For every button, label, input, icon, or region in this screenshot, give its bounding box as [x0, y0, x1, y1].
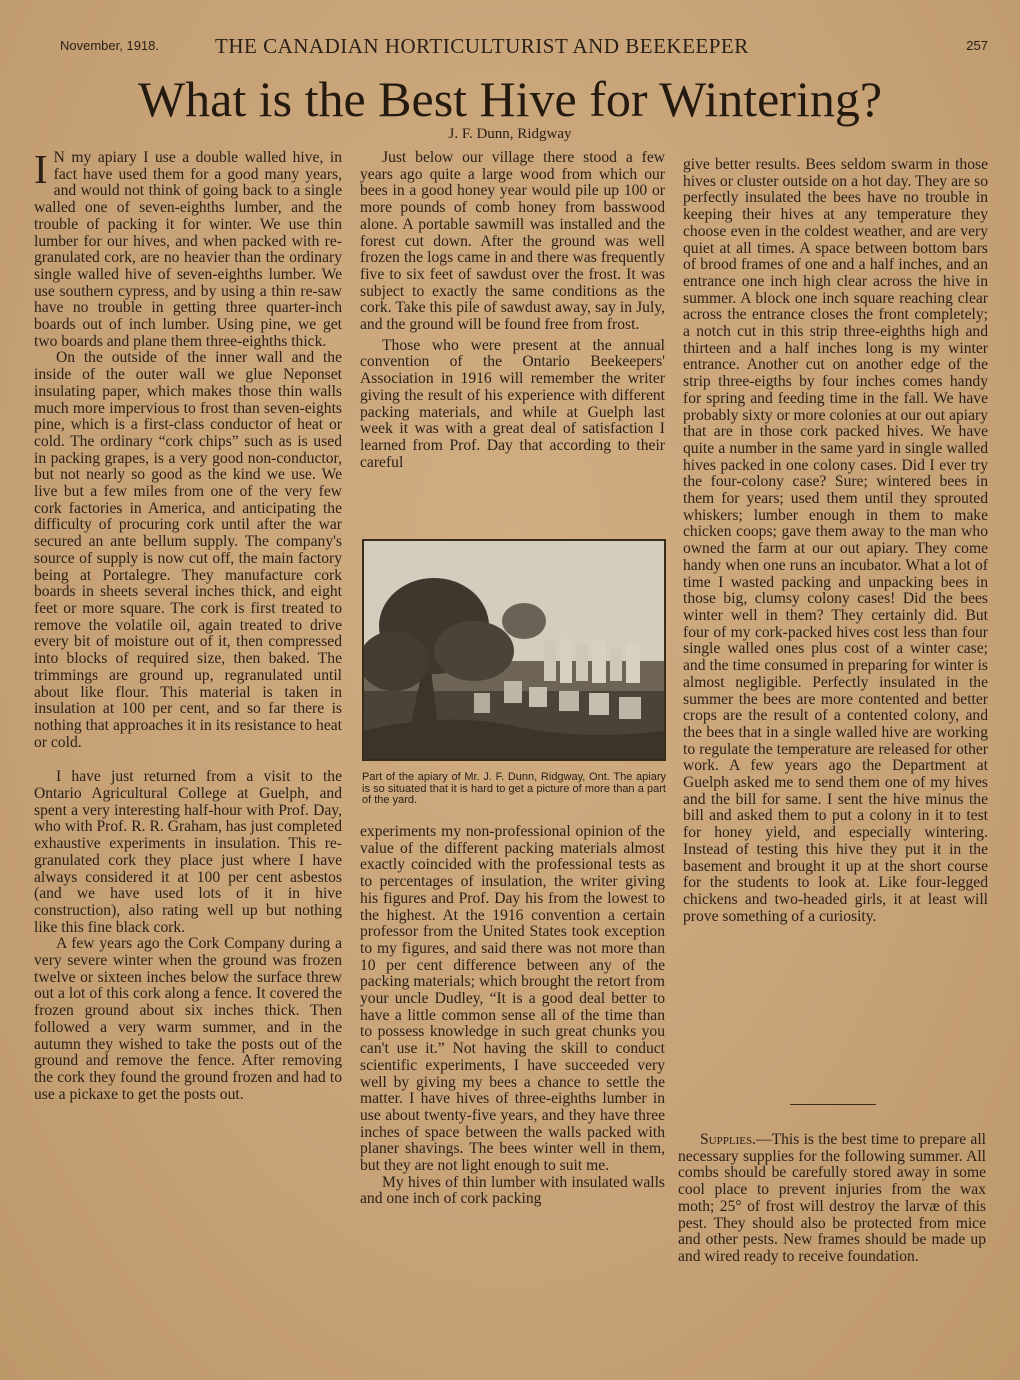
- note-text: —This is the best time to prepare all necessary supplies for the following summer. All combs should be carefully stored away in some cool place to prevent injuries from the wax moth; 25° of frost will destroy the larvæ of this pest. They should also be protected from mice and other pests. New frames should be made up and wired ready to receive foundation.: [678, 1131, 986, 1265]
- supplies-note: [678, 1132, 986, 1266]
- article-byline: J. F. Dunn, Ridgway: [448, 126, 572, 142]
- article-title: What is the Best Hive for Wintering?: [137, 71, 883, 127]
- page-number: 257: [966, 38, 988, 53]
- paragraph: give better results. Bees seldom swarm in those hives or cluster outside on a hot day. They are so perfectly insulated the bees have no trouble in keeping their hives at any temperature they choose even in the coldest weather, and are very quiet at all times. A space between bottom bars of brood frames of one and a half inches, and an entrance one inch high clear across the hive in summer. A block one inch square reaching clear across the entrance closes the front completely; a notch cut in this strip three-eighths high and thirteen and a half inches long is my winter entrance. Another cut on another edge of the strip three-eigths by four inches comes handy for spring and feeding time in the fall. We have probably sixty or more colonies at our out apiary that are in those cork packed hives. We have quite a number in the same yard in single walled hives packed in one colony cases. Did I ever try the four-colony case? Sure; wintered bees in them for years; used them until they sprouted whiskers; lumber enough in them to make chicken coops; gave them away to the man who owned the farm at our out apiary. They come handy when one runs an incubator. What a lot of time I wasted packing and unpacking bees in those big, clumsy colony cases! Did the bees winter well in them? They certainly did. But four of my cork-packed hives cost less than four single walled ones plus cost of a winter case; and the time consumed in preparing for winter is almost negligible. Perfectly insulated in the summer the bees are more contented and better crops are the result of a contented colony, and the bees that in a single walled hive are working to regulate the temperature are released for other work. A few years ago the Department at Guelph asked me to send them one of my hives and the bill for same. I sent the hive minus the bill and asked them to put a colony in it to test for honey yield, and especially wintering. Instead of testing this hive they put it in the basement and brought it up at the short course for the students to look at. Like four-legged chickens and two-headed girls, it at least will prove something of a curiosity.: [683, 156, 988, 925]
- column-2-top: [360, 150, 665, 471]
- paragraph: A few years ago the Cork Company during a very severe winter when the ground was frozen twelve or sixteen inches below the surface threw out a lot of this cork along a fence. It covered the frozen ground about six inches thick. Then followed a very warm summer, and in the autumn they wished to take the posts out of the ground and remove the fence. After removing the cork they found the ground frozen and had to use a pickaxe to get the posts out.: [34, 935, 342, 1103]
- paragraph-text: N my apiary I use a double walled hive, in fact have used them for a good many years, and would not think of going back to a single walled one of seven-eighths lumber, and the trouble of packing it for winter. We use thin lumber for our hives, and when packed with re-granulated cork, are no heavier than the ordinary single walled hive of seven-eighths lumber. We use southern cypress, and by using a thin re-saw have no trouble in getting three quarter-inch boards out of inch lumber. Using pine, we get two boards and plane them three-eighths thick.: [34, 149, 342, 350]
- paragraph: Those who were present at the annual convention of the Ontario Beekeepers' Association in 1916 will remember the writer giving the result of his experience with different packing materials, and while at Guelph last week it was with a great deal of satisfaction I learned from Prof. Day that according to their careful: [360, 336, 665, 471]
- paragraph: experiments my non-professional opinion of the value of the different packing materials almost exactly coincided with the professional tests as to percentages of insulation, the writer giving his figures and Prof. Day his from the lowest to the highest. At the 1916 convention a certain professor from the United States took exception to my figures, and said there was not more than 10 per cent difference between any of the packing materials; which brought the retort from your uncle Dudley, “It is a good deal better to have a little common sense all of the time than to possess knowledge in such great chunks you can't use it.” Not having the skill to conduct scientific experiments, I have succeeded very well by giving my bees a chance to settle the matter. I have hives of three-eighths lumber in use about twenty-five years, and they have three inches of space between the walls packed with planer shavings. The bees winter well in them, but they are not light enough to suit me.: [360, 823, 665, 1175]
- photo-caption: Part of the apiary of Mr. J. F. Dunn, Ridgway, Ont. The apiary is so situated that it is hard to get a picture of more than a part of the yard.: [362, 771, 666, 806]
- section-divider: [790, 1104, 876, 1105]
- issue-date: November, 1918.: [60, 38, 160, 53]
- paragraph: I have just returned from a visit to the Ontario Agricultural College at Guelph, and spent a very interesting half-hour with Prof. Day, who with Prof. R. R. Graham, has just completed exhaustive experiments in insulation. This re-granulated cork they place just where I have always considered it at 100 per cent asbestos (and we have used lots of it in hive construction), also rating well up but nothing like this fine black cork.: [34, 768, 342, 936]
- column-1: [34, 146, 342, 1103]
- paragraph: My hives of thin lumber with insulated walls and one inch of cork packing: [360, 1173, 665, 1208]
- column-3: [683, 157, 988, 925]
- page-header: [0, 34, 1020, 64]
- paragraph: Just below our village there stood a few years ago quite a large wood from which our bees in a good honey year would pile up 100 or more pounds of comb honey from basswood alone. A portable sawmill was installed and the forest cut down. After the ground was well frozen the logs came in and there was frequently five to six feet of sawdust over the frost. It was subject to exactly the same conditions as the cork. Take this pile of sawdust away, say in July, and the ground will be found free from frost.: [360, 149, 665, 334]
- drop-cap: I: [34, 146, 48, 192]
- paragraph: On the outside of the inner wall and the inside of the outer wall we glue Neponset insulating paper, which makes those thin walls much more impervious to frost than seven-eights pine, which is a first-class conductor of heat or cold. The ordinary “cork chips” such as is used in packing grapes, is a very good non-conductor, but not nearly so good as the kind we use. We live but a few miles from one of the very few cork factories in America, and anticipating the difficulty of procuring cork until after the war secured an ante bellum supply. The company's source of supply is now cut off, the main factory being at Portalegre. They manufacture cork boards in sheets several inches thick, and eight feet or more square. The cork is first treated to remove the volatile oil, again treated to drive every bit of moisture out of it, then compressed into blocks of required size, then baked. The trimmings are ground up, regranulated until about like flour. This material is taken in insulation at 100 per cent, and so far there is nothing that approaches it in its resistance to heat or cold.: [34, 349, 342, 751]
- paragraph: [678, 1132, 986, 1266]
- publication-title: THE CANADIAN HORTICULTURIST AND BEEKEEPER: [215, 34, 749, 58]
- apiary-photo: [362, 539, 666, 761]
- column-2-bottom: [360, 824, 665, 1208]
- apiary-photo-illustration: [364, 541, 664, 759]
- paragraph: [34, 146, 342, 350]
- note-lead: Supplies.: [700, 1131, 756, 1148]
